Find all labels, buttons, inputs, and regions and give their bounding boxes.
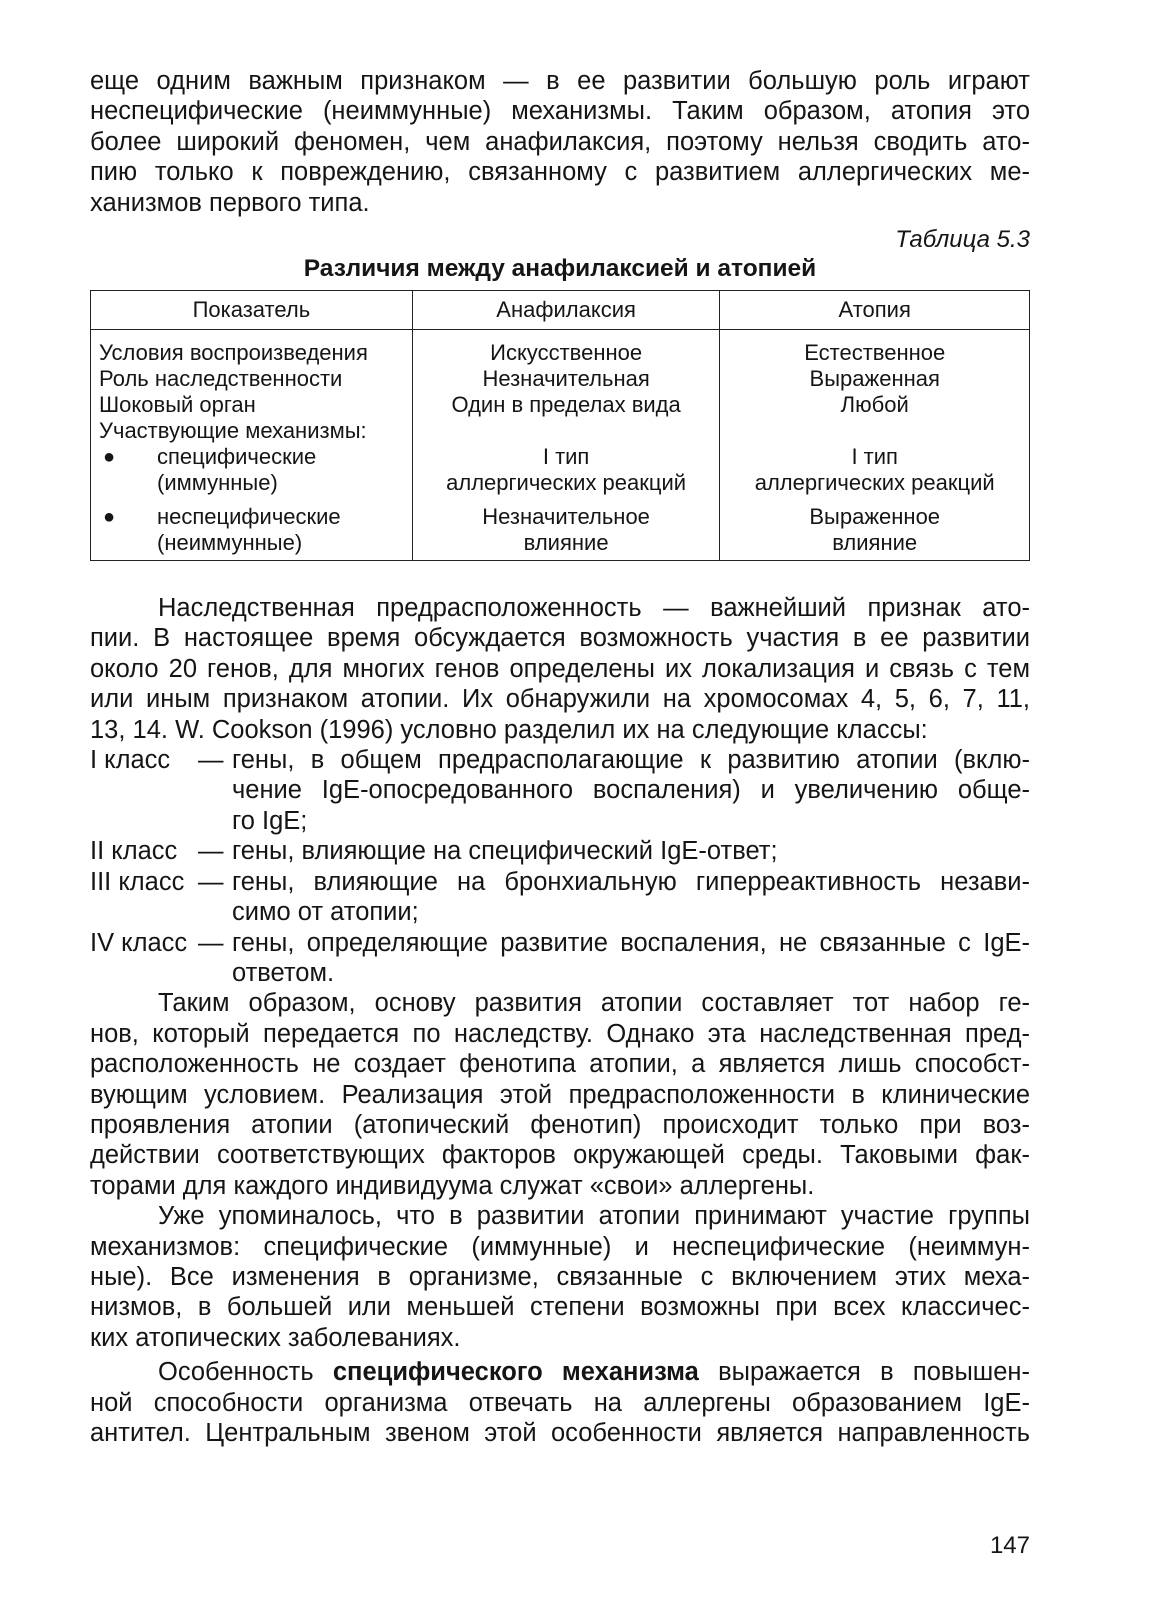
cell-line: специфические xyxy=(157,444,317,470)
table-cell: Роль наследственности xyxy=(91,366,413,392)
text-line: антител. Центральным звеном этой особенности является направленность xyxy=(90,1419,1030,1447)
text-line: Таким образом, основу развития атопии составляет тот набор ге- xyxy=(158,989,1030,1018)
table-cell xyxy=(412,418,720,444)
dash: — xyxy=(198,867,224,896)
table-spacer xyxy=(91,496,1030,504)
intro-paragraph xyxy=(90,66,1030,218)
text-line: пии. В настоящее время обсуждается возможность участия в ее развитии xyxy=(90,624,1030,653)
column-header: Показатель xyxy=(91,291,413,330)
text-line: торами для каждого индивидуума служат «свои» аллергены. xyxy=(90,1171,815,1200)
table-cell: Участвующие механизмы: xyxy=(91,418,413,444)
table-cell xyxy=(91,504,413,561)
text-line: чение IgE-опосредованного воспаления) и увеличению обще- xyxy=(232,776,1030,805)
text-line: действии соответствующих факторов окружающей среды. Таковыми фак- xyxy=(90,1141,1030,1170)
table-cell: Шоковый орган xyxy=(91,392,413,418)
comparison-table xyxy=(90,290,1030,561)
table-cell xyxy=(412,504,720,561)
cell-line: Выраженное xyxy=(809,504,941,530)
list-item xyxy=(90,836,1030,866)
page-body xyxy=(90,66,1030,1448)
class-label: I класс xyxy=(90,746,171,775)
text-line: гены, влияющие на бронхиальную гиперреактивность незави- xyxy=(232,867,1030,896)
text-line: низмов, в большей или меньшей степени возможны при всех классичес- xyxy=(90,1293,1030,1322)
cell-line: аллергических реакций xyxy=(754,470,995,496)
table-cell: Один в пределах вида xyxy=(412,392,720,418)
cell-line: I тип xyxy=(851,444,898,470)
bullet-icon: ● xyxy=(103,446,116,469)
text-run: Особенность xyxy=(158,1358,333,1387)
table-cell: Условия воспроизведения xyxy=(91,330,413,367)
table-cell: Искусственное xyxy=(412,330,720,367)
specific-mechanism-paragraph xyxy=(90,1357,1030,1448)
cell-line: I тип xyxy=(542,444,590,470)
text-line: ханизмов первого типа. xyxy=(90,188,370,217)
cell-line: Незначительное xyxy=(482,504,650,530)
heredity-paragraph xyxy=(90,593,1030,745)
table-cell: Любой xyxy=(720,392,1030,418)
phenotype-paragraph xyxy=(90,988,1030,1201)
text-line: более широкий феномен, чем анафилаксия, поэтому нельзя сводить ато- xyxy=(90,127,1030,156)
text-line: ной способности организма отвечать на аллергены образованием IgE- xyxy=(90,1388,1030,1417)
dash: — xyxy=(198,746,224,775)
text-line: го IgE; xyxy=(232,806,308,835)
text-line: еще одним важным признаком — в ее развитии большую роль играют xyxy=(90,67,1030,95)
cell-line: (иммунные) xyxy=(157,470,278,496)
table-cell: Незначительная xyxy=(412,366,720,392)
dash: — xyxy=(198,837,224,866)
bullet-icon: ● xyxy=(103,506,116,529)
class-label: IV класс xyxy=(90,928,188,957)
mechanisms-paragraph xyxy=(90,1201,1030,1353)
column-header: Атопия xyxy=(720,291,1030,330)
table-row xyxy=(91,444,1030,496)
table-header-row xyxy=(91,291,1030,330)
column-header: Анафилаксия xyxy=(412,291,720,330)
text-line: гены, в общем предрасполагающие к развитию атопии (вклю- xyxy=(232,746,1030,775)
text-line: симо от атопии; xyxy=(232,898,419,927)
text-line: проявления атопии (атопический фенотип) происходит только при воз- xyxy=(90,1110,1030,1139)
dash: — xyxy=(198,928,224,957)
text-line: ответом. xyxy=(232,958,335,987)
text-run: выражается в повышен- xyxy=(698,1358,1030,1387)
table-row xyxy=(91,366,1030,392)
list-item xyxy=(90,745,1030,836)
text-line: ких атопических заболеваниях. xyxy=(90,1323,461,1352)
table-row xyxy=(91,330,1030,367)
gene-class-list xyxy=(90,745,1030,988)
class-label: III класс xyxy=(90,867,185,896)
page-number: 147 xyxy=(989,1532,1030,1559)
table-row xyxy=(91,392,1030,418)
list-item xyxy=(90,867,1030,928)
cell-line: аллергических реакций xyxy=(446,470,687,496)
cell-line: неспецифические xyxy=(157,504,341,530)
bold-term: специфического механизма xyxy=(332,1358,699,1387)
table-cell xyxy=(412,444,720,496)
cell-line: (неиммунные) xyxy=(157,530,303,556)
table-row xyxy=(91,418,1030,444)
text-line: 13, 14. W. Cookson (1996) условно разделил их на следующие классы: xyxy=(90,715,928,744)
text-line: расположенность не создает фенотипа атопии, а является лишь способст- xyxy=(90,1050,1030,1079)
text-line: около 20 генов, для многих генов определены их локализация и связь с тем xyxy=(90,654,1030,683)
text-line: гены, определяющие развитие воспаления, не связанные с IgE- xyxy=(232,928,1030,957)
text-line: Наследственная предрасположенность — важнейший признак ато- xyxy=(158,594,1030,623)
text-line: неспецифические (неиммунные) механизмы. Таким образом, атопия это xyxy=(90,97,1030,126)
table-cell: Выраженная xyxy=(720,366,1030,392)
list-item xyxy=(90,928,1030,989)
table-cell xyxy=(720,504,1030,561)
table-cell xyxy=(720,418,1030,444)
text-line xyxy=(90,1357,1030,1387)
table-cell xyxy=(720,444,1030,496)
text-line: Уже упоминалось, что в развитии атопии принимают участие группы xyxy=(158,1202,1030,1231)
text-line: или иным признаком атопии. Их обнаружили на хромосомах 4, 5, 6, 7, 11, xyxy=(90,685,1030,714)
text-line: нов, который передается по наследству. Однако эта наследственная пред- xyxy=(90,1019,1030,1048)
text-line: гены, влияющие на специфический IgE-ответ; xyxy=(232,837,778,866)
class-label: II класс xyxy=(90,837,178,866)
table-caption: Таблица 5.3 xyxy=(895,226,1030,254)
table-title: Различия между анафилаксией и атопией xyxy=(303,255,817,283)
bullet-item xyxy=(99,504,404,556)
table-cell xyxy=(91,444,413,496)
cell-line: влияние xyxy=(832,530,918,556)
cell-line: влияние xyxy=(523,530,609,556)
table-row xyxy=(91,504,1030,561)
text-line: ные). Все изменения в организме, связанные с включением этих меха- xyxy=(90,1262,1030,1291)
text-line: вующим условием. Реализация этой предрасположенности в клинические xyxy=(90,1080,1030,1109)
bullet-item xyxy=(99,444,404,496)
text-line: механизмов: специфические (иммунные) и неспецифические (неиммун- xyxy=(90,1232,1030,1261)
text-line: пию только к повреждению, связанному с развитием аллергических ме- xyxy=(90,158,1030,187)
table-cell: Естественное xyxy=(720,330,1030,367)
